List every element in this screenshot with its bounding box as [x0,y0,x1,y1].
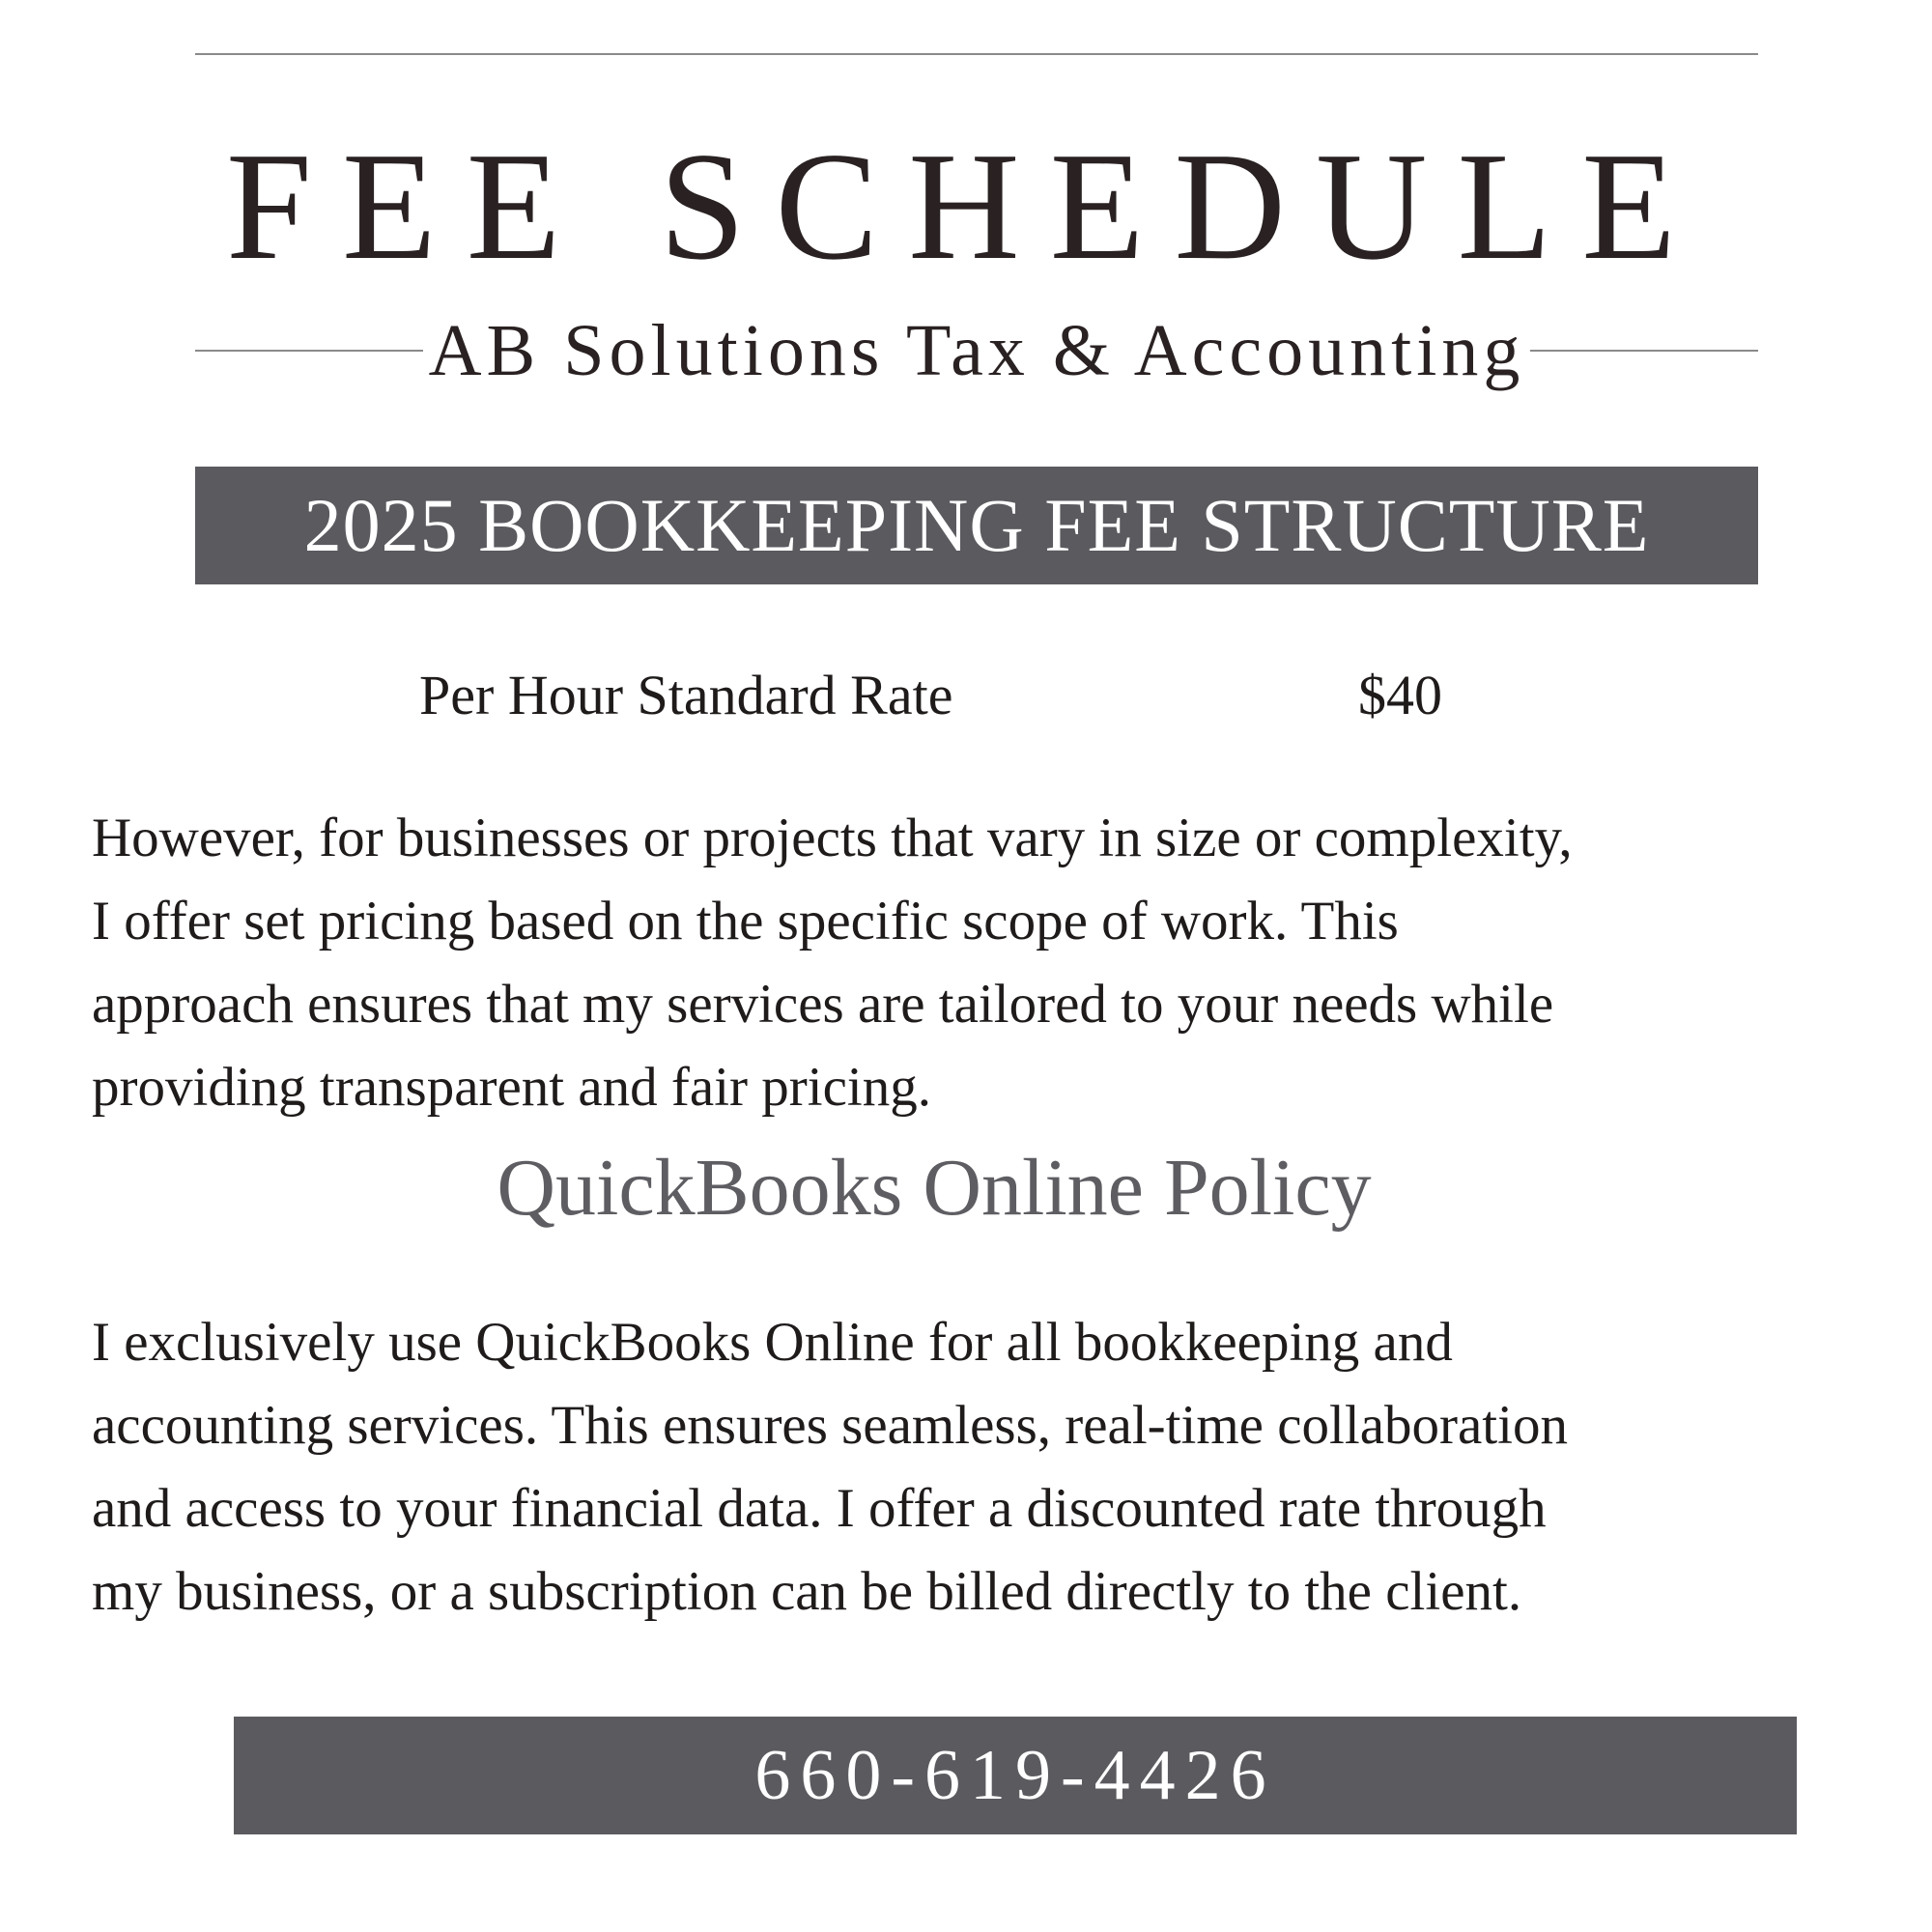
company-name: AB Solutions Tax & Accounting [428,310,1525,391]
paragraph-line: I exclusively use QuickBooks Online for all bookkeeping and [92,1312,1453,1373]
paragraph-line: I offer set pricing based on the specific scope of work. This [92,891,1399,952]
paragraph-line: providing transparent and fair pricing. [92,1057,931,1118]
page-title: FEE SCHEDULE [226,120,1706,292]
policy-heading: QuickBooks Online Policy [497,1143,1372,1233]
phone-banner: 660-619-4426 [234,1717,1797,1834]
rate-value: $40 [1358,664,1442,726]
rate-label: Per Hour Standard Rate [419,664,953,726]
paragraph-line: and access to your financial data. I offer a discounted rate through [92,1478,1547,1539]
paragraph-line: accounting services. This ensures seamless, real-time collaboration [92,1395,1568,1456]
subtitle-row [195,307,1758,394]
top-divider [195,53,1758,55]
pricing-paragraph [92,797,1850,1129]
paragraph-line: approach ensures that my services are tailored to your needs while [92,974,1554,1035]
qbo-policy-paragraph [92,1301,1850,1634]
paragraph-line: my business, or a subscription can be billed directly to the client. [92,1561,1522,1622]
fee-structure-banner: 2025 BOOKKEEPING FEE STRUCTURE [195,467,1758,584]
paragraph-line: However, for businesses or projects that vary in size or complexity, [92,808,1573,868]
